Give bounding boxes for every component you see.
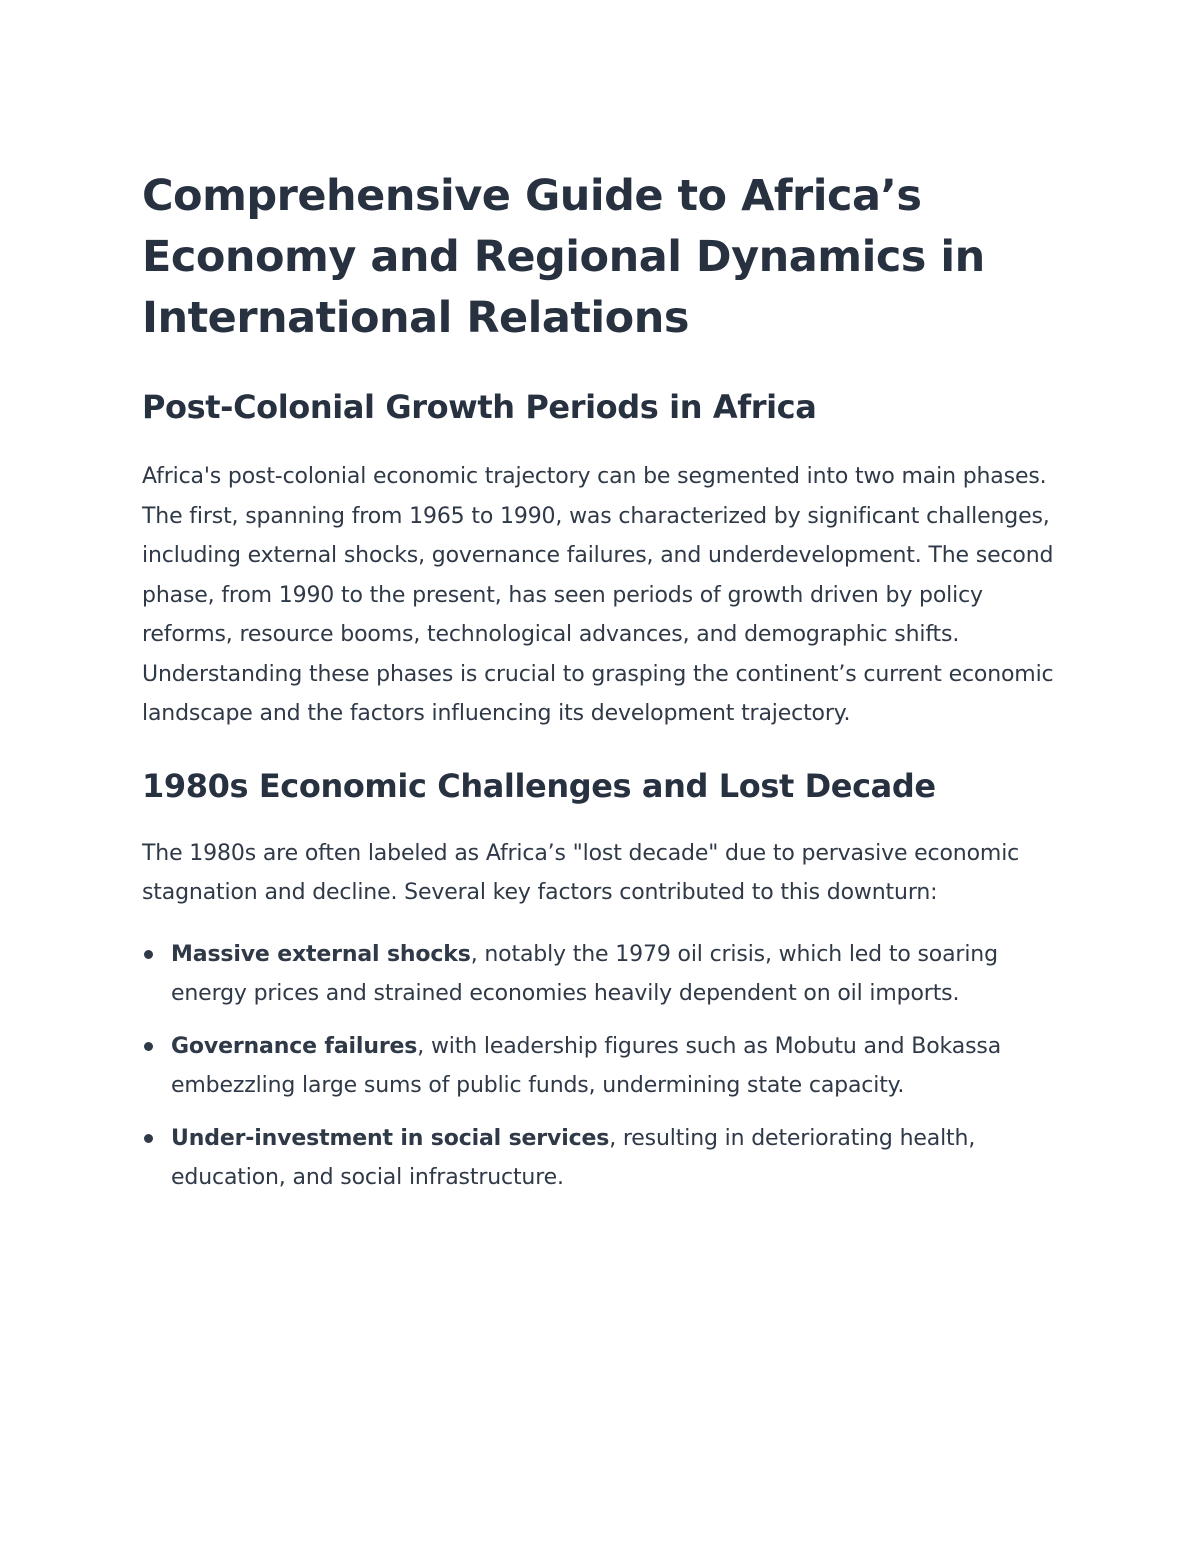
bullet-dot-icon	[144, 1042, 153, 1051]
bullet-lead-text: Massive external shocks	[171, 941, 471, 967]
list-item	[142, 1027, 1062, 1106]
bullet-text: , resulting in deteriorating health, education, and social infrastructure.	[171, 1125, 976, 1190]
bullet-text: , with leadership figures such as Mobutu and Bokassa embezzling large sums of public funds, undermining state capacity.	[171, 1033, 1002, 1098]
section-heading: Post-Colonial Growth Periods in Africa	[142, 388, 817, 426]
document-title: Comprehensive Guide to Africa’s Economy and Regional Dynamics in International Relations	[142, 171, 985, 343]
document-page	[142, 166, 1062, 1211]
bullet-dot-icon	[144, 950, 153, 959]
section-heading: 1980s Economic Challenges and Lost Decade	[142, 766, 936, 805]
section-paragraph: The 1980s are often labeled as Africa’s "lost decade" due to pervasive economic stagnation and decline. Several key factors contributed to this downturn:	[142, 840, 1020, 905]
bullet-lead-text: Governance failures	[171, 1033, 418, 1059]
section-post-colonial-growth	[142, 385, 1062, 734]
bullet-lead-text: Under-investment in social services	[171, 1125, 610, 1151]
section-paragraph: Africa's post-colonial economic trajectory can be segmented into two main phases. The first, spanning from 1965 to 1990, was characterized by significant challenges, including external shocks, governance failures, and underdevelopment. The second phase, from 1990 to the present, has seen periods of growth driven by policy reforms, resource booms, technological advances, and demographic shifts. Understanding these phases is crucial to grasping the continent’s current economic landscape and the factors influencing its development trajectory.	[142, 464, 1054, 726]
bullet-dot-icon	[144, 1134, 153, 1143]
list-item	[142, 935, 1062, 1014]
bullet-text: , notably the 1979 oil crisis, which led to soaring energy prices and strained economies heavily dependent on oil imports.	[171, 941, 998, 1006]
bullet-list	[142, 935, 1062, 1198]
section-lost-decade	[142, 764, 1062, 1198]
list-item	[142, 1119, 1062, 1198]
